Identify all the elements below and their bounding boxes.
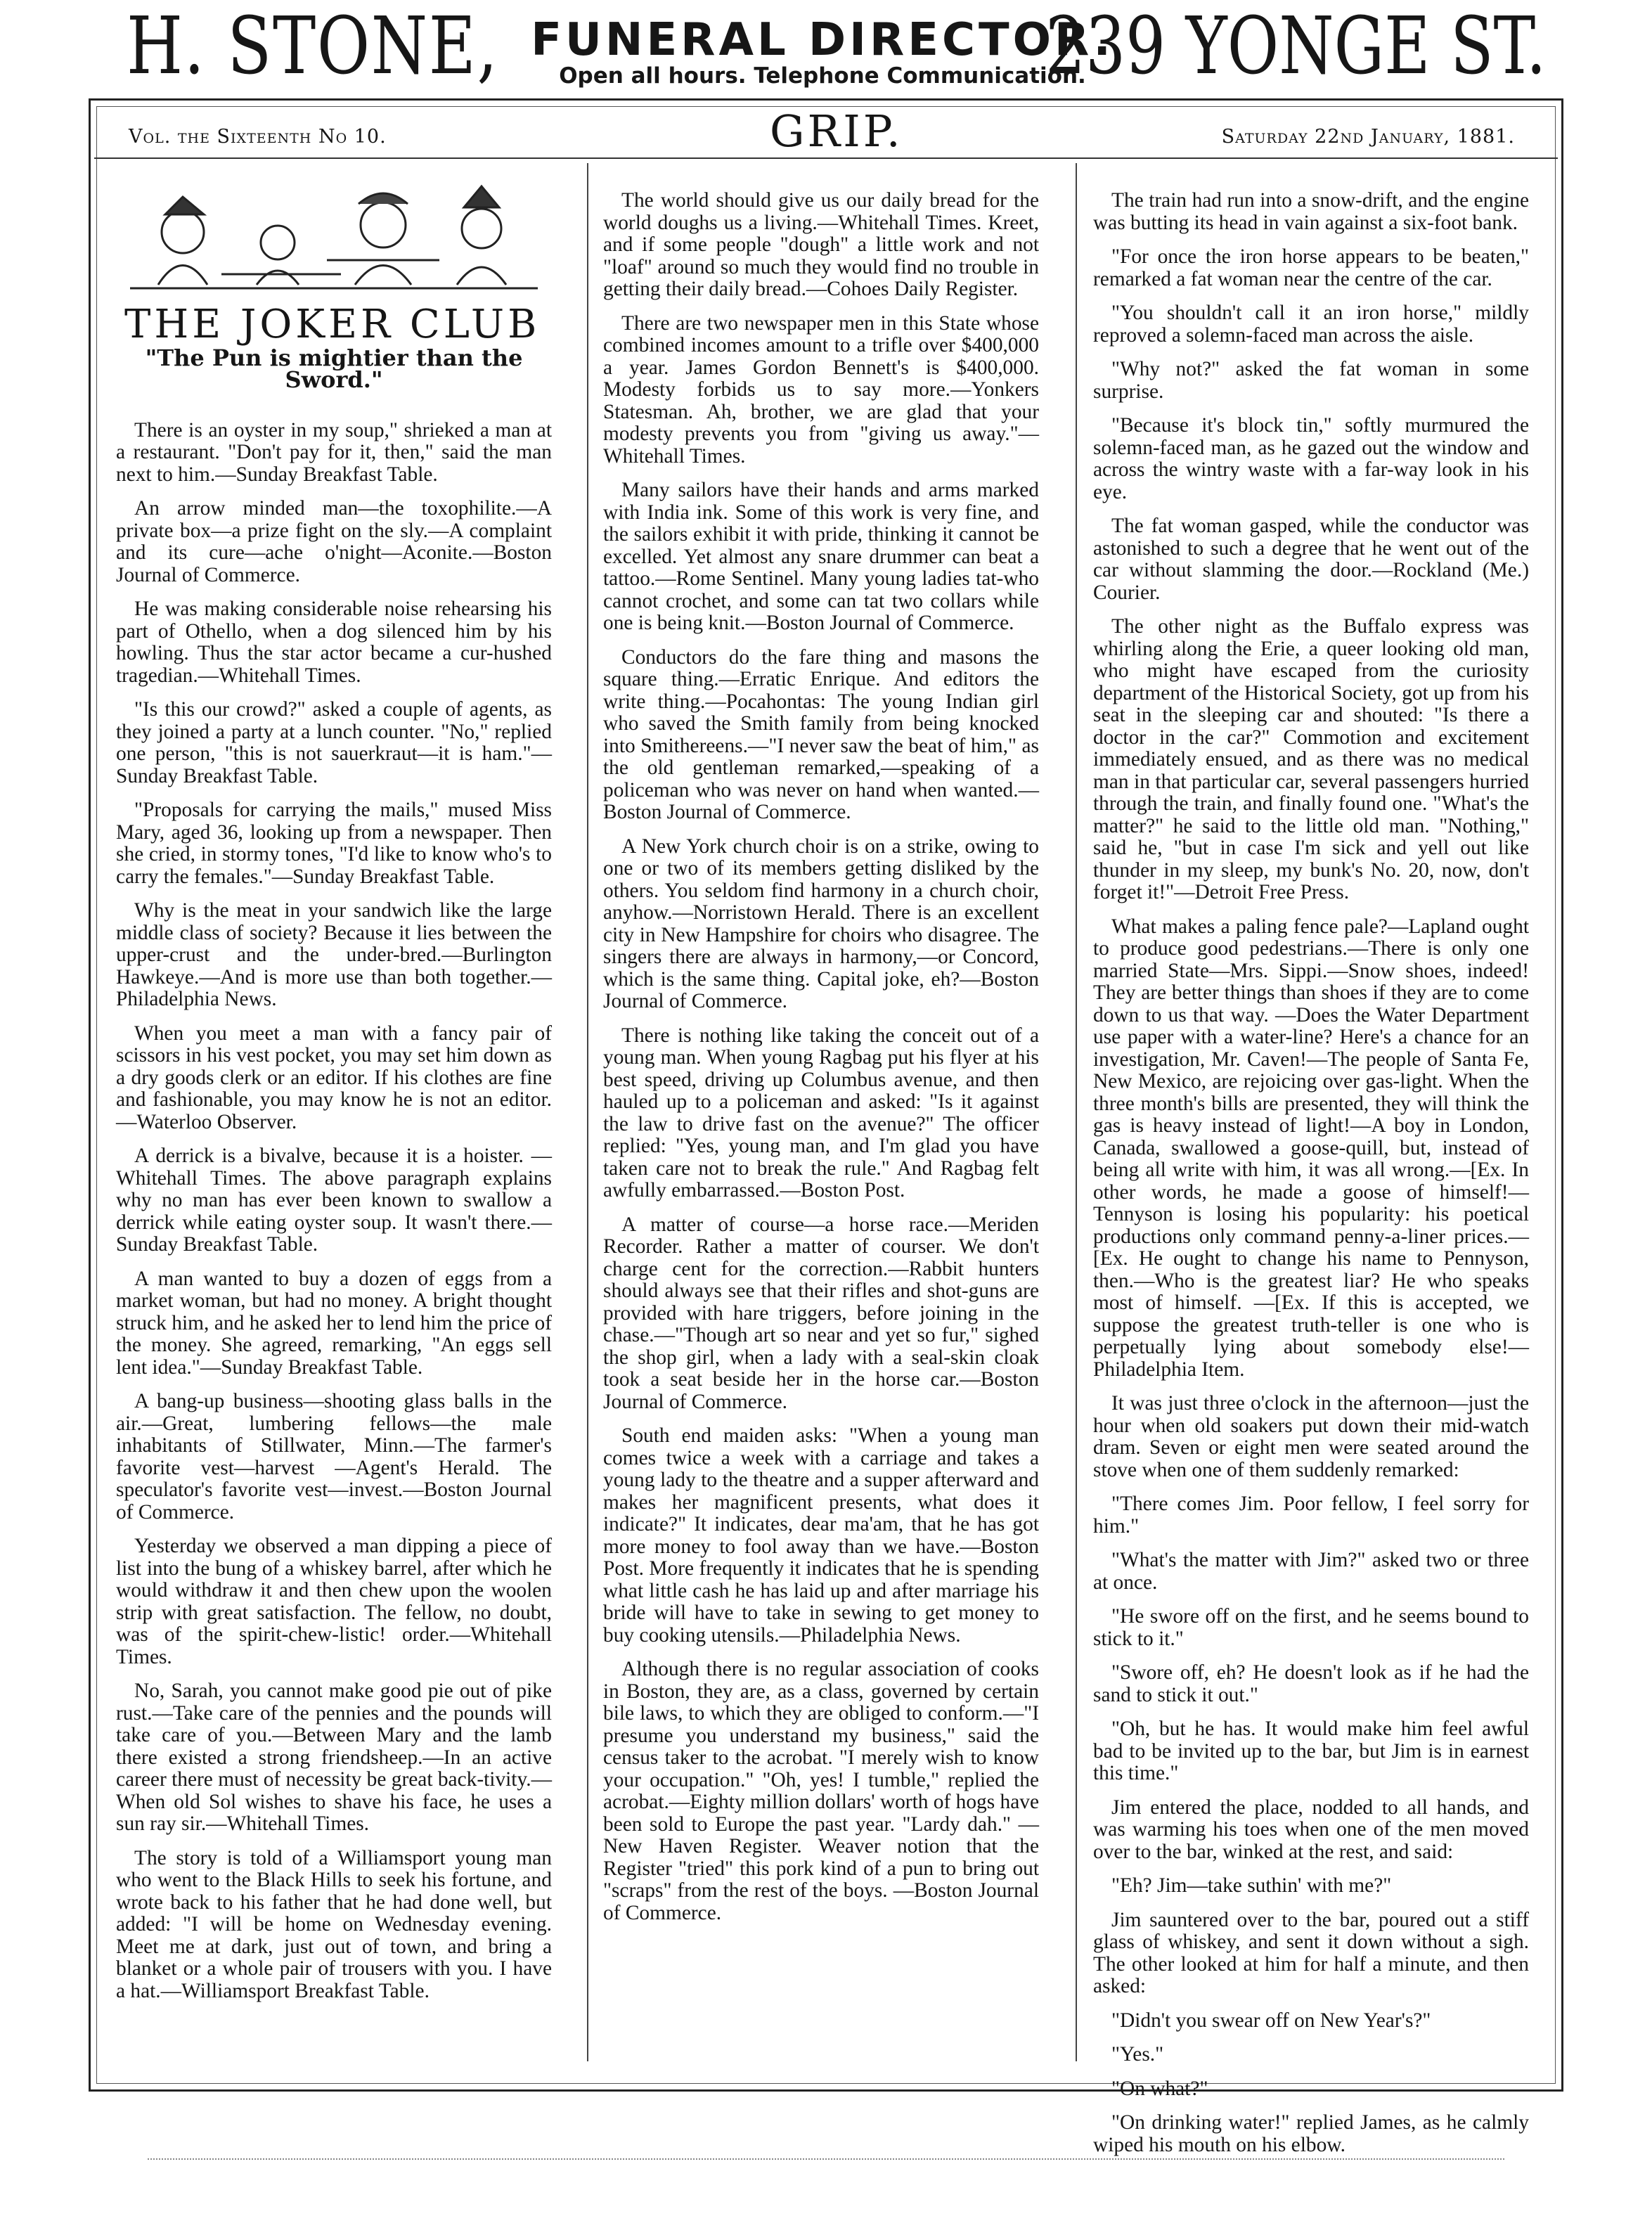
- article-paragraph: He was making considerable noise rehearsing his part of Othello, when a dog silenced him by his howling. Thus the star actor became a cur-hushed tragedian.—Whitehall Times.: [116, 598, 552, 687]
- joker-club-illustration: [116, 169, 552, 309]
- article-paragraph: "There comes Jim. Poor fellow, I feel sorry for him.": [1093, 1493, 1529, 1538]
- article-paragraph: A bang-up business—shooting glass balls in the air.—Great, lumbering fellows—the male inhabitants of Stillwater, Minn.—The farmer's favorite vest—harvest —Agent's Herald. The speculator's favorite vest—invest.—Boston Journal of Commerce.: [116, 1390, 552, 1524]
- banner-address: 239 YONGE ST.: [1045, 1, 1547, 92]
- article-paragraph: Yesterday we observed a man dipping a piece of list into the bung of a whiskey barrel, after which he would withdraw it and then chew upon the woolen strip with great satisfaction. The fellow, no doubt, was of the spirit-chew-listic! order.—Whitehall Times.: [116, 1535, 552, 1668]
- article-paragraph: "Yes.": [1111, 2043, 1164, 2066]
- article-paragraph: A New York church choir is on a strike, owing to one or two of its members getting disliked by the others. You seldom find harmony in a church choir, anyhow.—Norristown Herald. There is an excellent city in New Hampshire for choirs who disagree. The singers there are always in harmony,—or Concord, which is the same thing. Capital joke, eh?—Boston Journal of Commerce.: [603, 835, 1039, 1012]
- article-paragraph: "You shouldn't call it an iron horse," mildly reproved a solemn-faced man across the aisle.: [1093, 302, 1529, 347]
- joker-club-title: THE JOKER CLUB: [124, 302, 541, 347]
- article-paragraph: "What's the matter with Jim?" asked two or three at once.: [1093, 1549, 1529, 1594]
- column-1: [116, 163, 552, 2014]
- page-bottom-edge: [148, 2158, 1504, 2181]
- article-paragraph: "Eh? Jim—take suthin' with me?": [1111, 1874, 1392, 1897]
- article-paragraph: Jim sauntered over to the bar, poured out a stiff glass of whiskey, and sent it down without a sigh. The other looked at him for half a minute, and then asked:: [1093, 1908, 1529, 1997]
- article-paragraph: "Because it's block tin," softly murmured the solemn-faced man, as he gazed out the window and across the wintry waste with a far-way look in his eye.: [1093, 414, 1529, 503]
- article-paragraph: South end maiden asks: "When a young man comes twice a week with a carriage and takes a young lady to the theatre and a supper afterward and makes her magnificent presents, what does it indicate?" It indicates, dear ma'am, that he has got more money to fool away than we have.—Boston Post. More frequently it indicates that he is spending what little cash he has laid up and after marriage his bride will have to take in sewing to get money to buy cooking utensils.—Philadelphia News.: [603, 1424, 1039, 1647]
- article-paragraph: "Proposals for carrying the mails," mused Miss Mary, aged 36, looking up from a newspaper. Then she cried, in stormy tones, "I'd like to know who's to carry the females."—Sunday Breakfast Table.: [116, 799, 552, 888]
- article-paragraph: The other night as the Buffalo express was whirling along the Erie, a queer looking old man, who might have escaped from the curiosity department of the Historical Society, got up from his seat in the sleeping car and shouted: "Is there a doctor in the car?" Commotion and excitement immediately ensued, and as there was no medical man in that particular car, several passengers hurried through the train, and finally found one. "What's the matter?" he said to the little old man. "Nothing," said he, "but in case I'm sick and yell out like thunder in my sleep, my bunk's No. 20, now, don't forget it!"—Detroit Free Press.: [1093, 615, 1529, 903]
- article-paragraph: Although there is no regular association of cooks in Boston, they are, as a class, governed by certain bile laws, to which they are obliged to conform.—"I presume you understand my business," said the census taker to the acrobat. "I merely wish to know your occupation." "Oh, yes! I tumble," replied the acrobat.—Eighty million dollars' worth of hogs have been sold to Europe the past year. "Lardy dah." —New Haven Register. Weaver notion that the Register "tried" this pork kind of a pun to bring out "scraps" from the rest of the boys. —Boston Journal of Commerce.: [603, 1658, 1039, 1924]
- article-paragraph: There is an oyster in my soup," shrieked a man at a restaurant. "Don't pay for it, then," said the man next to him.—Sunday Breakfast Table.: [116, 418, 552, 486]
- article-paragraph: Jim entered the place, nodded to all hands, and was warming his toes when one of the men moved over to the bar, winked at the rest, and said:: [1093, 1796, 1529, 1863]
- article-paragraph: The world should give us our daily bread for the world doughs us a living.—Whitehall Times. Kreet, and if some people "dough" a little work and not "loaf" around so much they would find no trouble in getting their daily bread.—Cohoes Daily Register.: [603, 189, 1039, 300]
- article-paragraph: "Swore off, eh? He doesn't look as if he had the sand to stick it out.": [1093, 1661, 1529, 1706]
- article-paragraph: A derrick is a bivalve, because it is a hoister. —Whitehall Times. The above paragraph explains why no man has ever been known to swallow a derrick while eating oyster soup. It wasn't there.—Sunday Breakfast Table.: [116, 1145, 552, 1256]
- article-paragraph: The fat woman gasped, while the conductor was astonished to such a degree that he went out of the car without slamming the door.—Rockland (Me.) Courier.: [1093, 515, 1529, 604]
- article-paragraph: When you meet a man with a fancy pair of scissors in his vest pocket, you may set him down as a dry goods clerk or an editor. If his clothes are fine and fashionable, you may know he is not an editor.—Waterloo Observer.: [116, 1022, 552, 1133]
- article-paragraph: It was just three o'clock in the afternoon—just the hour when old soakers put down their mid-watch dram. Seven or eight men were seated around the stove when one of them suddenly remarked:: [1093, 1392, 1529, 1481]
- article-paragraph: No, Sarah, you cannot make good pie out of pike rust.—Take care of the pennies and the pounds will take care of you.—Between Mary and the lamb there existed a strong friendsheep.—In an active career there must of necessity be great back-tivity.—When old Sol wishes to shave his face, he uses a sun ray sir.—Whitehall Times.: [116, 1680, 552, 1835]
- article-paragraph: "He swore off on the first, and he seems bound to stick to it.": [1093, 1605, 1529, 1650]
- article-paragraph: The train had run into a snow-drift, and the engine was butting its head in vain against a six-foot bank.: [1093, 189, 1529, 234]
- article-paragraph: An arrow minded man—the toxophilite.—A private box—a prize fight on the sly.—A complaint and its cure—ache o'night—Aconite.—Boston Journal of Commerce.: [116, 497, 552, 586]
- banner-trade-block: [513, 14, 1132, 89]
- column-divider: [587, 163, 588, 2061]
- article-paragraph: "On drinking water!" replied James, as he calmly wiped his mouth on his elbow.: [1093, 2111, 1529, 2156]
- joker-club-motto: "The Pun is mightier than the Sword.": [145, 344, 523, 393]
- article-paragraph: What makes a paling fence pale?—Lapland ought to produce good pedestrians.—There is only one married State—Mrs. Sippi.—Snow shoes, indeed! They are better things than shoes if they are to come down to us that way. —Does the Water Department use paper with a water-line? Here's a chance for an investigation, Mr. Caven!—The people of Santa Fe, New Mexico, are rejoicing over gas-light. When the three month's bills are presented, they will think the gas is heavy instead of light!—A boy in London, Canada, swallowed a goose-quill, but, instead of being all write with him, it was all wrong.—[Ex. In other words, he made a goose of himself!—Tennyson is losing his popularity: his poetical productions only command penny-a-liner prices.—[Ex. He ought to change his name to Pennyson, then.—Who is the greatest liar? He who speaks most of himself. —[Ex. If this is accepted, we suppose the greatest truth-teller is one who is perpetually lying about somebody else!—Philadelphia Item.: [1093, 915, 1529, 1381]
- column-3: [1093, 190, 1529, 2168]
- advertisement-banner: [105, 1, 1547, 92]
- article-paragraph: The story is told of a Williamsport young man who went to the Black Hills to seek his fortune, and wrote back to his father that he had done well, but added: "I will be home on Wednesday evening. Meet me at dark, just out of town, and bring a blanket or a whole pair of trousers with you. I have a hat.—Williamsport Breakfast Table.: [116, 1846, 552, 2002]
- article-paragraph: "For once the iron horse appears to be beaten," remarked a fat woman near the centre of the car.: [1093, 245, 1529, 290]
- article-paragraph: "Is this our crowd?" asked a couple of agents, as they joined a party at a lunch counter. "No," replied one person, "this is not sauerkraut—it is ham."—Sunday Breakfast Table.: [116, 698, 552, 787]
- column-divider: [1076, 163, 1077, 2061]
- masthead: [123, 105, 1529, 157]
- article-paragraph: Conductors do the fare thing and masons the square thing.—Erratic Enrique. And editors the write thing.—Pocahontas: The young Indian girl who saved the Smith family from being knocked into Smithereens.—"I never saw the beat of him," as the old gentleman remarked,—speaking of a policeman who was never on hand when wanted.—Boston Journal of Commerce.: [603, 645, 1039, 823]
- article-paragraph: "On what?": [1111, 2077, 1208, 2100]
- article-paragraph: Many sailors have their hands and arms marked with India ink. Some of this work is very fine, and the sailors exhibit it with pride, thinking it cannot be excelled. Yet almost any snare drummer can beat a tattoo.—Rome Sentinel. Many young ladies tat-who cannot crochet, and some can tat two collars while one is being knit.—Boston Journal of Commerce.: [603, 479, 1039, 634]
- volume-number: Vol. the Sixteenth No 10.: [129, 126, 387, 148]
- article-paragraph: A man wanted to buy a dozen of eggs from a market woman, but had no money. A bright thought struck him, and he asked her to lend him the price of the money. She agreed, remarking, "An eggs sell lent idea."—Sunday Breakfast Table.: [116, 1267, 552, 1379]
- article-paragraph: "Why not?" asked the fat woman in some surprise.: [1093, 358, 1529, 403]
- column-2: [603, 190, 1039, 1936]
- article-paragraph: "Didn't you swear off on New Year's?": [1111, 2009, 1431, 2032]
- article-paragraph: A matter of course—a horse race.—Meriden Recorder. Rather a matter of courser. We don't charge cent for the correction.—Rabbit hunters should always see that their rifles and shot-guns are provided with hare triggers, before joining in the chase.—"Though art so near and yet so fur," sighed the shop girl, when a lady with a seal-skin cloak took a seat beside her in the horse car.—Boston Journal of Commerce.: [603, 1213, 1039, 1413]
- banner-hours: Open all hours. Telephone Communication.: [559, 63, 1086, 89]
- masthead-rule: [94, 157, 1558, 159]
- caricature-figures-image: [116, 169, 552, 309]
- banner-trade: FUNERAL DIRECTOR.: [531, 14, 1114, 66]
- article-paragraph: Why is the meat in your sandwich like the large middle class of society? Because it lies between the upper-crust and the under-bred.—Burlington Hawkeye.—And is more use than both together.—Philadelphia News.: [116, 899, 552, 1010]
- article-paragraph: There is nothing like taking the conceit out of a young man. When young Ragbag put his flyer at his best speed, driving up Columbus avenue, and then hauled up to a policeman and asked: "Is it against the law to drive fast on the avenue?" The officer replied: "Yes, young man, and I'm glad you have taken care not to break the rule." And Ragbag felt awfully embarrassed.—Boston Post.: [603, 1024, 1039, 1202]
- article-paragraph: "Oh, but he has. It would make him feel awful bad to be invited up to the bar, but Jim is in earnest this time.": [1093, 1718, 1529, 1784]
- publication-title: GRIP.: [770, 105, 903, 157]
- article-paragraph: There are two newspaper men in this State whose combined incomes amount to a trifle over $400,000 a year. James Gordon Bennett's is $400,000. Modesty forbids us to say more.—Yonkers Statesman. Ah, brother, we are glad that your modesty prevents you from "giving us away."—Whitehall Times.: [603, 311, 1039, 468]
- banner-advertiser-name: H. STONE,: [127, 1, 499, 92]
- issue-date: Saturday 22nd January, 1881.: [1221, 126, 1515, 148]
